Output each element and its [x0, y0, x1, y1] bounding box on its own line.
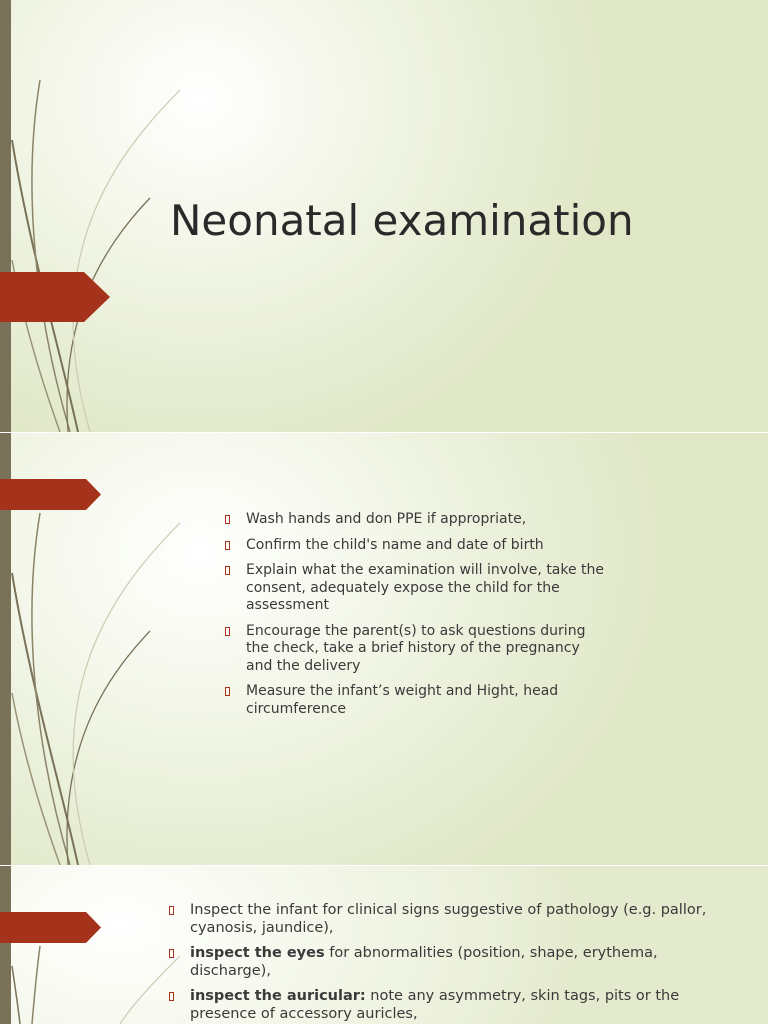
list-item: inspect the eyes for abnormalities (position, shape, erythema, discharge), — [190, 945, 730, 980]
side-bar — [0, 0, 11, 432]
page-title: Neonatal examination — [170, 196, 634, 245]
red-arrow-tab-icon — [0, 912, 101, 943]
slide-inspection — [0, 866, 768, 1024]
bullet-list — [190, 902, 730, 1024]
bullet-icon — [225, 541, 230, 550]
list-item: Measure the infant’s weight and Hight, head circumference — [246, 683, 606, 718]
bullet-icon — [225, 566, 230, 575]
list-item: Explain what the examination will involve, take the consent, adequately expose the child for the assessment — [246, 562, 606, 615]
side-bar — [0, 866, 11, 1024]
list-item: Confirm the child's name and date of birth — [246, 537, 606, 555]
slide-title-page — [0, 0, 768, 432]
red-arrow-tab-icon — [0, 479, 101, 510]
list-item: inspect the auricular: note any asymmetry, skin tags, pits or the presence of accessory auricles, — [190, 988, 730, 1023]
list-item: Encourage the parent(s) to ask questions during the check, take a brief history of the pregnancy and the delivery — [246, 623, 606, 676]
bullet-icon — [169, 992, 174, 1001]
list-item: Wash hands and don PPE if appropriate, — [246, 511, 606, 529]
bullet-icon — [225, 687, 230, 696]
slide-preparation — [0, 433, 768, 865]
list-item: Inspect the infant for clinical signs suggestive of pathology (e.g. pallor, cyanosis, jaundice), — [190, 902, 730, 937]
bullet-icon — [169, 949, 174, 958]
bullet-icon — [225, 627, 230, 636]
bullet-list — [246, 511, 606, 726]
bullet-icon — [169, 906, 174, 915]
bullet-icon — [225, 515, 230, 524]
